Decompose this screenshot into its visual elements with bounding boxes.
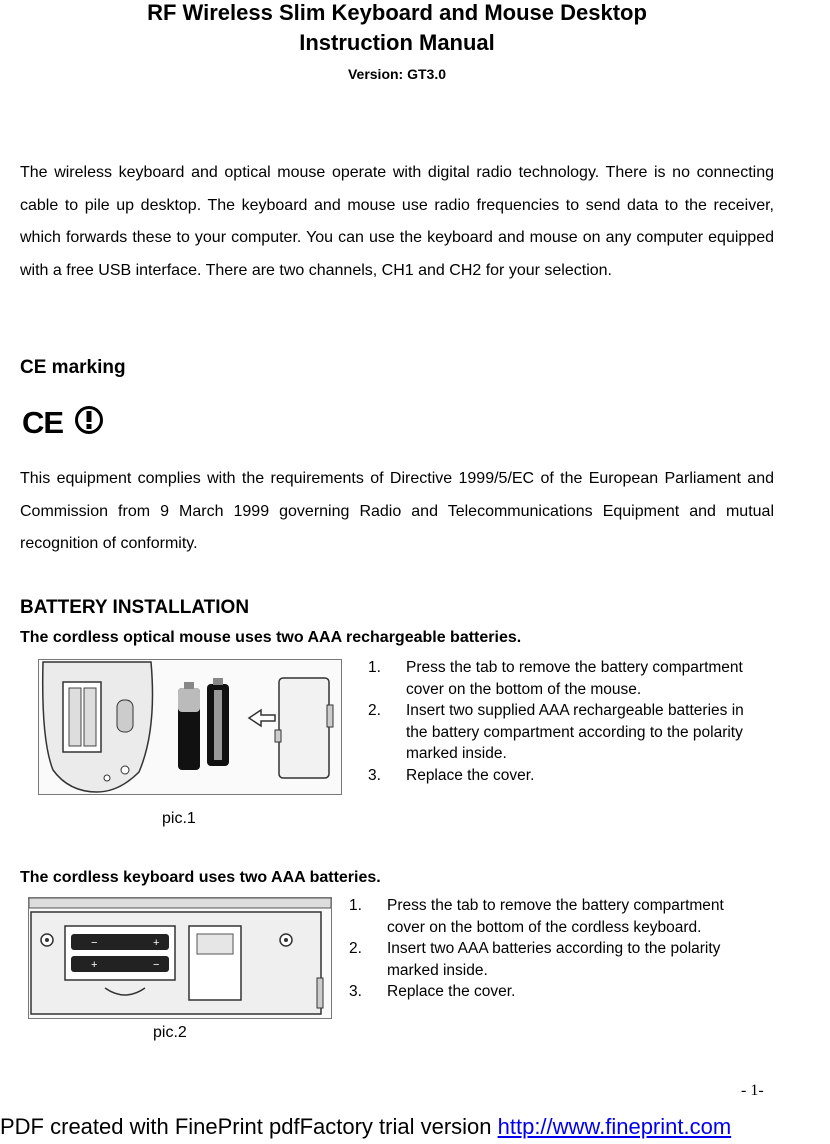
battery-installation-heading: BATTERY INSTALLATION <box>20 597 250 618</box>
ce-mark-icon <box>22 404 104 438</box>
svg-text:−: − <box>91 937 98 949</box>
step-text: Replace the cover. <box>387 983 516 1000</box>
ce-compliance-paragraph: This equipment complies with the requirements of Directive 1999/5/EC of the European Parliament and Commission from 9 March 1999 governing Radio and Telecommunications Equipment and mutual recognition of conformity. <box>20 470 774 552</box>
step-number: 3. <box>368 766 381 784</box>
svg-text:+: + <box>153 937 160 949</box>
mouse-step-2 <box>368 700 758 765</box>
step-number: 3. <box>349 983 362 1000</box>
step-number: 1. <box>349 897 362 914</box>
mouse-battery-figure <box>38 659 342 795</box>
step-text: Insert two AAA batteries according to the polarity marked inside. <box>387 940 721 979</box>
mouse-step-1 <box>368 657 758 700</box>
document-subtitle: Instruction Manual <box>299 30 495 55</box>
fineprint-link[interactable]: http://www.fineprint.com <box>497 1114 732 1139</box>
step-text: Replace the cover. <box>406 766 535 784</box>
keyboard-step-1 <box>349 895 749 938</box>
step-number: 1. <box>368 659 381 676</box>
keyboard-battery-figure <box>28 897 332 1019</box>
document-title: RF Wireless Slim Keyboard and Mouse Desktop <box>147 0 647 25</box>
mouse-battery-subheading: The cordless optical mouse uses two AAA rechargeable batteries. <box>20 629 522 646</box>
keyboard-battery-subheading: The cordless keyboard uses two AAA batteries. <box>20 869 381 886</box>
step-text: Insert two supplied AAA rechargeable batteries in the battery compartment according to the polarity marked inside. <box>406 702 744 762</box>
step-text: Press the tab to remove the battery compartment cover on the bottom of the mouse. <box>406 659 743 698</box>
step-number: 2. <box>349 940 362 957</box>
step-text: Press the tab to remove the battery compartment cover on the bottom of the cordless keyboard. <box>387 897 724 936</box>
mouse-steps-list <box>368 657 758 786</box>
pic2-caption: pic.2 <box>153 1024 187 1041</box>
step-number: 2. <box>368 702 381 719</box>
ce-logo <box>22 404 104 438</box>
keyboard-battery-illustration <box>29 898 331 1018</box>
pdf-footer <box>0 1114 731 1140</box>
mouse-battery-illustration <box>39 660 341 794</box>
intro-paragraph: The wireless keyboard and optical mouse operate with digital radio technology. There is no connecting cable to pile up desktop. The keyboard and mouse use radio frequencies to send data to the receiver, which forwards these to your computer. You can use the keyboard and mouse on any computer equipped with a free USB interface. There are two channels, CH1 and CH2 for your selection. <box>20 164 774 279</box>
keyboard-step-3 <box>349 981 749 1003</box>
version-label: Version: GT3.0 <box>347 66 447 82</box>
mouse-step-3 <box>368 765 758 787</box>
keyboard-steps-list <box>349 895 749 1003</box>
ce-mark-text: CE <box>22 405 64 438</box>
svg-text:+: + <box>91 959 98 971</box>
pic1-caption: pic.1 <box>162 810 196 827</box>
keyboard-step-2 <box>349 938 749 981</box>
footer-text: PDF created with FinePrint pdfFactory trial version <box>0 1114 498 1139</box>
page-number: - 1- <box>741 1082 764 1099</box>
svg-text:−: − <box>153 959 160 971</box>
ce-marking-heading: CE marking <box>20 357 126 378</box>
